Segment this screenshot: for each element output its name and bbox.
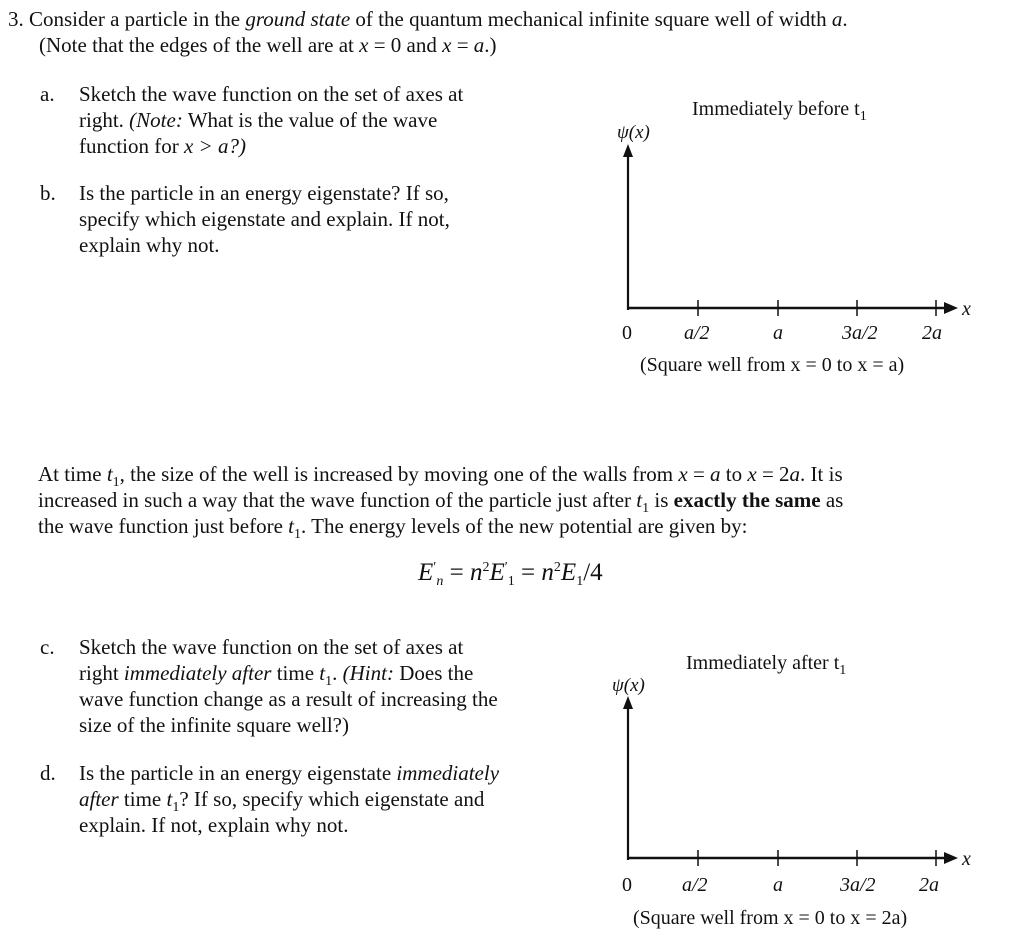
graph1-tick-label-3a-half: 3a/2 <box>842 322 878 344</box>
intro-line-2: (Note that the edges of the well are at x = 0 and x = a.) <box>39 33 497 57</box>
part-a-text: Sketch the wave function on the set of axes at right. (Note: What is the value of the wave function for x > a?) <box>79 82 464 158</box>
part-b-label: b. <box>40 181 56 205</box>
graph2-x-arrowhead <box>944 852 958 864</box>
part-a-label: a. <box>40 82 55 106</box>
part-d-text: Is the particle in an energy eigenstate immediately after time $t_1$? If so, specify which eigenstate and explain. If not, explain why not. <box>79 761 500 837</box>
energy-levels-equation: $E'_n = n^2E'_1 = n^2E_1/4$ <box>418 559 603 589</box>
part-d-label: d. <box>40 761 56 785</box>
graph2-tick-label-2a: 2a <box>919 874 939 896</box>
part-b-text: Is the particle in an energy eigenstate? If so, specify which eigenstate and explain. If not, explain why not. <box>79 181 450 257</box>
graph2-tick-label-a-half: a/2 <box>682 874 708 896</box>
problem-intro <box>8 6 1018 58</box>
part-c-label: c. <box>40 635 55 659</box>
graph2-tick-label-3a-half: 3a/2 <box>840 874 876 896</box>
graph1-title: Immediately before $t_1$ <box>692 98 867 124</box>
graph1-x-arrowhead <box>944 302 958 314</box>
graph1-x-label: x <box>962 298 971 320</box>
graph1-tick-label-a: a <box>773 322 783 344</box>
graph2-caption: (Square well from x = 0 to x = 2a) <box>633 907 908 929</box>
graph1-tick-label-2a: 2a <box>922 322 942 344</box>
graph1-y-label: ψ(x) <box>617 122 650 143</box>
graph1-axes <box>600 140 1000 340</box>
graph2-axes <box>600 690 1000 890</box>
graph2-tick-label-0: 0 <box>622 874 632 896</box>
graph2-y-label: ψ(x) <box>612 675 645 696</box>
graph2-title: Immediately after $t_1$ <box>686 652 847 678</box>
graph1-caption: (Square well from x = 0 to x = a) <box>640 354 905 376</box>
part-c-text: Sketch the wave function on the set of axes at right immediately after time $t_1$. (Hint: Does the wave function change as a result of increasing the size of the infinite square well?) <box>79 635 498 737</box>
graph2-x-label: x <box>962 848 971 870</box>
graph2-tick-label-a: a <box>773 874 783 896</box>
graph1-tick-label-a-half: a/2 <box>684 322 710 344</box>
well-expansion-paragraph: At time $t_1$, the size of the well is increased by moving one of the walls from x = a to x = 2a. It is increased in such a way that the wave function of the particle just after $t_1$ is exactly the same as the wave function just before $t_1$. The energy levels of the new potential are given by: <box>38 462 844 542</box>
intro-line-1: 3. Consider a particle in the ground state of the quantum mechanical infinite square well of width a. <box>8 7 848 31</box>
graph1-tick-label-0: 0 <box>622 322 632 344</box>
problem-number: 3. <box>8 7 24 31</box>
